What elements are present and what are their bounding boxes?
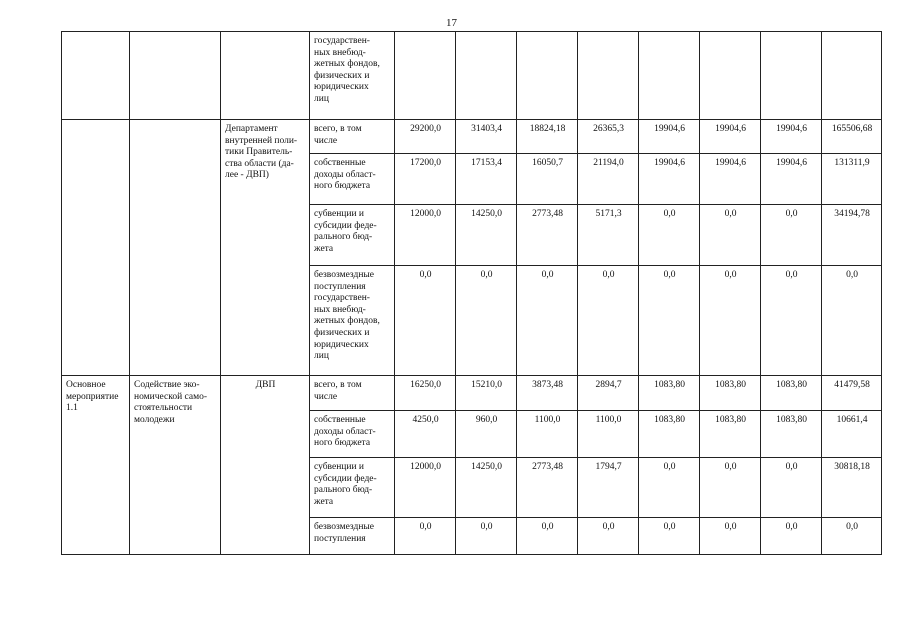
value-cell: 0,0 [700,205,761,266]
value-cell: 0,0 [761,205,822,266]
funding-source-cell: всего, в том числе [310,376,395,411]
value-cell: 16050,7 [517,154,578,205]
name-cell: Содействие эко- номической само- стоятельности молодежи [130,376,221,555]
value-cell: 0,0 [578,266,639,376]
value-cell: 1083,80 [761,411,822,458]
value-cell: 0,0 [822,266,882,376]
value-cell: 19904,6 [761,154,822,205]
value-cell: 2773,48 [517,205,578,266]
value-cell: 131311,9 [822,154,882,205]
funding-source-cell: собственные доходы област- ного бюджета [310,411,395,458]
table-row [62,32,882,120]
value-cell: 17153,4 [456,154,517,205]
status-cell [62,120,130,376]
value-cell: 0,0 [700,458,761,518]
value-cell: 0,0 [395,518,456,555]
table-row [62,376,882,411]
value-cell: 14250,0 [456,458,517,518]
value-cell: 19904,6 [639,154,700,205]
value-cell: 30818,18 [822,458,882,518]
value-cell: 4250,0 [395,411,456,458]
value-cell: 29200,0 [395,120,456,154]
value-cell: 31403,4 [456,120,517,154]
value-cell: 34194,78 [822,205,882,266]
value-cell: 1100,0 [517,411,578,458]
name-cell [130,120,221,376]
value-cell: 1083,80 [639,376,700,411]
value-cell: 3873,48 [517,376,578,411]
value-cell: 2894,7 [578,376,639,411]
status-cell [62,32,130,120]
value-cell [822,32,882,120]
status-cell: Основное мероприятие 1.1 [62,376,130,555]
value-cell: 26365,3 [578,120,639,154]
value-cell: 0,0 [456,518,517,555]
value-cell: 10661,4 [822,411,882,458]
executor-cell [221,32,310,120]
value-cell: 0,0 [639,266,700,376]
value-cell: 0,0 [639,458,700,518]
value-cell: 0,0 [761,266,822,376]
value-cell: 16250,0 [395,376,456,411]
value-cell: 19904,6 [700,154,761,205]
executor-cell: ДВП [221,376,310,555]
value-cell [395,32,456,120]
funding-source-cell: безвозмездные поступления [310,518,395,555]
value-cell: 12000,0 [395,458,456,518]
value-cell: 0,0 [639,205,700,266]
value-cell: 41479,58 [822,376,882,411]
value-cell: 18824,18 [517,120,578,154]
value-cell: 1083,80 [700,376,761,411]
value-cell: 0,0 [578,518,639,555]
funding-source-cell: безвозмездные поступления государствен- ных внебюд- жетных фондов, физических и юридических лиц [310,266,395,376]
executor-cell: Департамент внутренней поли- тики Правитель- ства области (да- лее - ДВП) [221,120,310,376]
value-cell: 0,0 [700,266,761,376]
funding-source-cell: всего, в том числе [310,120,395,154]
value-cell: 15210,0 [456,376,517,411]
value-cell [456,32,517,120]
value-cell [700,32,761,120]
value-cell: 960,0 [456,411,517,458]
page-number: 17 [446,17,457,29]
value-cell: 12000,0 [395,205,456,266]
value-cell: 0,0 [517,518,578,555]
funding-source-cell: субвенции и субсидии феде- рального бюд- жета [310,205,395,266]
budget-table [61,31,882,555]
funding-source-cell: государствен- ных внебюд- жетных фондов, физических и юридических лиц [310,32,395,120]
value-cell [639,32,700,120]
value-cell: 21194,0 [578,154,639,205]
value-cell: 0,0 [517,266,578,376]
value-cell [578,32,639,120]
value-cell: 0,0 [761,518,822,555]
value-cell: 0,0 [822,518,882,555]
value-cell: 2773,48 [517,458,578,518]
value-cell: 19904,6 [761,120,822,154]
table-row [62,120,882,154]
value-cell: 19904,6 [639,120,700,154]
value-cell: 17200,0 [395,154,456,205]
value-cell: 165506,68 [822,120,882,154]
value-cell: 0,0 [700,518,761,555]
value-cell: 0,0 [639,518,700,555]
value-cell: 1083,80 [639,411,700,458]
name-cell [130,32,221,120]
value-cell: 0,0 [395,266,456,376]
funding-source-cell: собственные доходы област- ного бюджета [310,154,395,205]
value-cell: 0,0 [456,266,517,376]
value-cell [517,32,578,120]
value-cell: 14250,0 [456,205,517,266]
value-cell: 1794,7 [578,458,639,518]
funding-source-cell: субвенции и субсидии феде- рального бюд- жета [310,458,395,518]
value-cell: 1083,80 [761,376,822,411]
value-cell: 1083,80 [700,411,761,458]
value-cell [761,32,822,120]
value-cell: 5171,3 [578,205,639,266]
value-cell: 0,0 [761,458,822,518]
value-cell: 19904,6 [700,120,761,154]
value-cell: 1100,0 [578,411,639,458]
